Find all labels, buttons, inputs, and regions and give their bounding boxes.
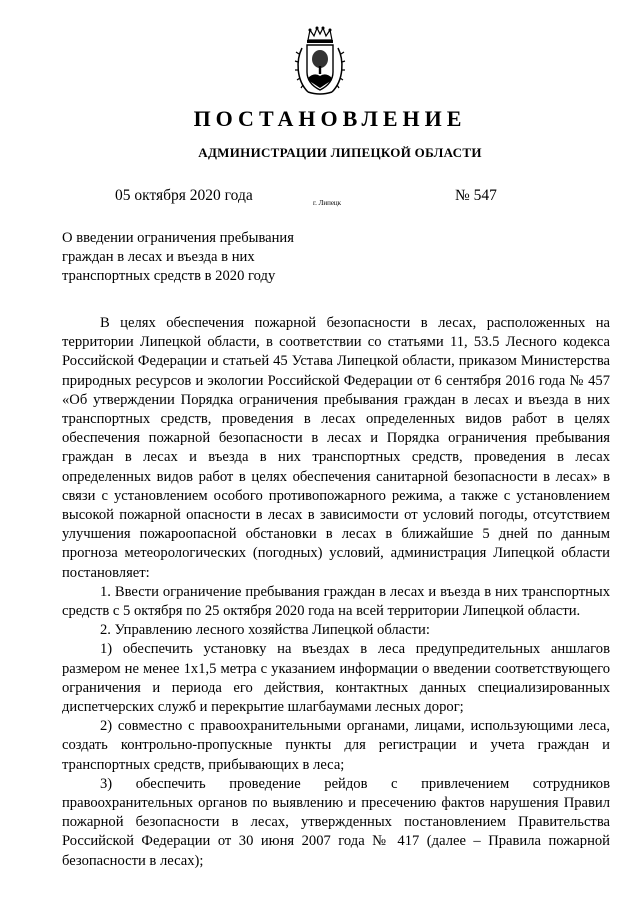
document-date: 05 октября 2020 года [115,187,253,204]
body-paragraph: 1) обеспечить установку на въездах в леса предупредительных аншлагов размером не менее 1х1,5 метра с указанием информации о введении соответствующего ограничения и периода его действия, контактных данных специализированных диспетчерских служб и перекрытие шлагбаумами лесных дорог; [62,641,610,716]
subject-line: транспортных средств в 2020 году [62,268,276,284]
subject-line: О введении ограничения пребывания [62,230,294,246]
lipetsk-coat-of-arms-icon [294,26,346,98]
document-subject [62,229,322,286]
document-title: ПОСТАНОВЛЕНИЕ [193,106,467,131]
document-body [62,314,610,871]
body-paragraph: В целях обеспечения пожарной безопасности в лесах, расположенных на территории Липецкой области, в соответствии со статьями 11, 53.5 Лесного кодекса Российской Федерации и статьей 45 Устава Липецкой области, приказом Министерства природных ресурсов и экологии Российской Федерации от 6 сентября 2016 года № 457 «Об утверждении Порядка ограничения пребывания граждан в лесах и въезда в них транспортных средств, проведения в лесах определенных видов работ в целях обеспечения пожарной безопасности в лесах и Порядка ограничения пребывания граждан в лесах и въезда в них транспортных средств, проведения в лесах определенных видов работ в целях обеспечения санитарной безопасности в лесах» в связи с установлением особого противопожарного режима, а также с установлением высокой пожарной опасности в лесах в зависимости от условий погоды, отсутствием улучшения пожароопасной обстановки в лесах в ближайшие 5 дней по данным прогноза метеорологических (погодных) условий, администрация Липецкой области постановляет: [62,315,610,581]
document-city: г. Липецк [313,199,342,207]
document-number: № 547 [455,187,497,204]
body-paragraph: 3) обеспечить проведение рейдов с привлечением сотрудников правоохранительных органов по выявлению и пресечению фактов нарушения Правил пожарной безопасности в лесах, утвержденных постановлением Правительства Российской Федерации от 30 июня 2007 года № 417 (далее – Правила пожарной безопасности в лесах); [62,775,610,869]
body-paragraph: 2) совместно с правоохранительными органами, лицами, использующими леса, создать контрольно-пропускные пункты для регистрации и учета граждан и транспортных средств, прибывающих в леса; [62,718,610,773]
issuing-authority: АДМИНИСТРАЦИИ ЛИПЕЦКОЙ ОБЛАСТИ [198,145,482,160]
body-paragraph: 1. Ввести ограничение пребывания граждан в лесах и въезда в них транспортных средств с 5 октября по 25 октября 2020 года на всей территории Липецкой области. [62,583,610,620]
subject-line: граждан в лесах и въезда в них [62,249,255,265]
body-paragraph: 2. Управлению лесного хозяйства Липецкой области: [100,622,430,639]
